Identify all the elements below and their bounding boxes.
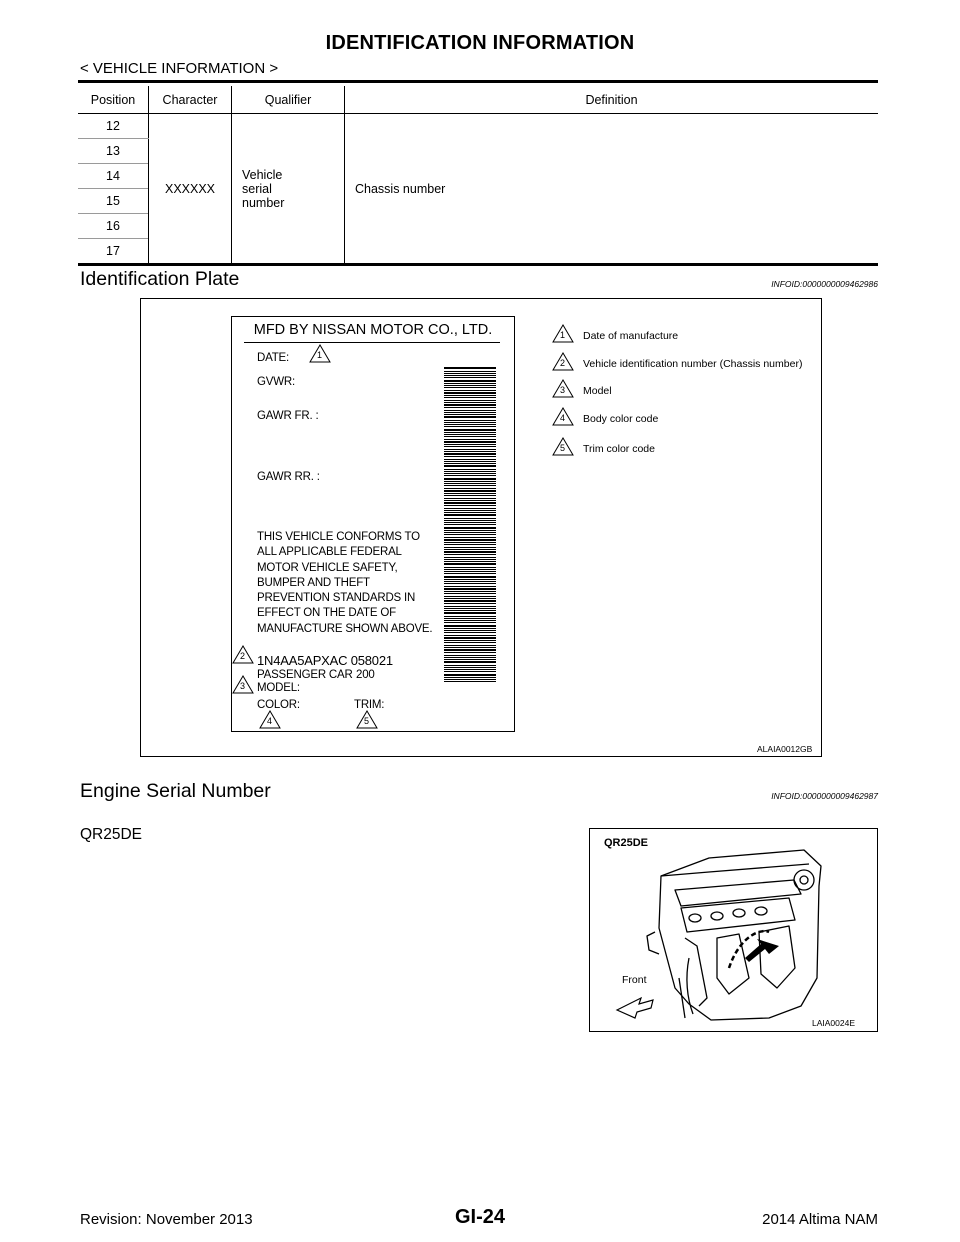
callout-4-icon <box>260 711 280 728</box>
column-header-definition: Definition <box>345 86 879 114</box>
engine-model-text: QR25DE <box>80 826 143 843</box>
position-cell: 16 <box>78 214 149 239</box>
footer-model: 2014 Altima NAM <box>762 1211 878 1228</box>
section-title-identification-plate: Identification Plate <box>80 268 240 290</box>
svg-text:4: 4 <box>267 716 273 726</box>
plate-gvwr-label: GVWR: <box>257 376 295 388</box>
legend-triangle-3-icon <box>553 380 573 397</box>
position-cell: 13 <box>78 139 149 164</box>
legend-label-1: Date of manufacture <box>583 330 679 342</box>
callout-1-icon <box>310 345 330 362</box>
legend-label-3: Model <box>583 385 612 397</box>
conformance-line: ALL APPLICABLE FEDERAL <box>257 546 402 559</box>
svg-text:4: 4 <box>560 413 566 423</box>
figure-id-plate: ALAIA0012GB <box>757 744 813 754</box>
plate-model-label: MODEL: <box>257 682 300 694</box>
plate-trim-label: TRIM: <box>354 699 385 711</box>
plate-passenger-code: 200 <box>356 669 375 681</box>
position-cell: 17 <box>78 239 149 265</box>
page-title: IDENTIFICATION INFORMATION <box>325 32 635 54</box>
callout-2-icon <box>233 646 253 663</box>
column-header-qualifier: Qualifier <box>232 86 345 114</box>
conformance-line: BUMPER AND THEFT <box>257 576 370 589</box>
plate-date-label: DATE: <box>257 352 290 364</box>
engine-arrow-icon <box>745 939 779 962</box>
qualifier-cell: Vehicle serial number <box>232 114 345 265</box>
legend-triangle-1-icon <box>553 325 573 342</box>
footer-revision: Revision: November 2013 <box>80 1211 253 1228</box>
svg-text:3: 3 <box>560 385 566 395</box>
conformance-line: MOTOR VEHICLE SAFETY, <box>257 561 398 574</box>
plate-vin: 1N4AA5APXAC 058021 <box>257 653 393 668</box>
callout-5-icon <box>357 711 377 728</box>
definition-cell: Chassis number <box>345 114 879 265</box>
svg-text:2: 2 <box>560 358 566 368</box>
svg-text:1: 1 <box>560 330 566 340</box>
plate-passenger-car: PASSENGER CAR <box>257 669 353 681</box>
svg-text:3: 3 <box>240 681 246 691</box>
legend-triangle-2-icon <box>553 353 573 370</box>
plate-gawr-rr-label: GAWR RR. : <box>257 471 320 483</box>
footer-page-code: GI-24 <box>454 1206 506 1228</box>
infoid-engine-serial: INFOID:0000000009462987 <box>771 791 878 801</box>
conformance-line: MANUFACTURE SHOWN ABOVE. <box>257 622 433 635</box>
column-header-position: Position <box>78 86 149 114</box>
legend-label-2: Vehicle identification number (Chassis number) <box>583 358 803 370</box>
conformance-line: THIS VEHICLE CONFORMS TO <box>257 531 420 543</box>
character-cell: XXXXXX <box>149 114 232 265</box>
legend-label-5: Trim color code <box>583 443 655 455</box>
figure-id-engine: LAIA0024E <box>812 1018 856 1028</box>
conformance-line: EFFECT ON THE DATE OF <box>257 607 396 620</box>
svg-text:2: 2 <box>240 651 246 661</box>
engine-illustration <box>589 828 876 1030</box>
position-cell: 14 <box>78 164 149 189</box>
infoid-identification-plate: INFOID:0000000009462986 <box>771 279 878 289</box>
plate-gawr-fr-label: GAWR FR. : <box>257 410 319 422</box>
plate-color-label: COLOR: <box>257 699 300 711</box>
svg-text:1: 1 <box>317 350 323 360</box>
callout-3-icon <box>233 676 253 693</box>
legend-label-4: Body color code <box>583 413 659 425</box>
position-cell: 12 <box>78 114 149 139</box>
position-cell: 15 <box>78 189 149 214</box>
engine-figure-title: QR25DE <box>604 837 649 849</box>
svg-text:5: 5 <box>364 716 370 726</box>
column-header-character: Character <box>149 86 232 114</box>
breadcrumb: < VEHICLE INFORMATION > <box>80 60 279 77</box>
section-title-engine-serial: Engine Serial Number <box>80 780 271 802</box>
svg-text:5: 5 <box>560 443 566 453</box>
legend-triangle-4-icon <box>553 408 573 425</box>
legend-triangle-5-icon <box>553 438 573 455</box>
front-arrow-icon <box>617 998 653 1018</box>
plate-header: MFD BY NISSAN MOTOR CO., LTD. <box>253 322 493 338</box>
conformance-line: PREVENTION STANDARDS IN <box>257 592 416 605</box>
engine-front-label: Front <box>622 974 647 986</box>
